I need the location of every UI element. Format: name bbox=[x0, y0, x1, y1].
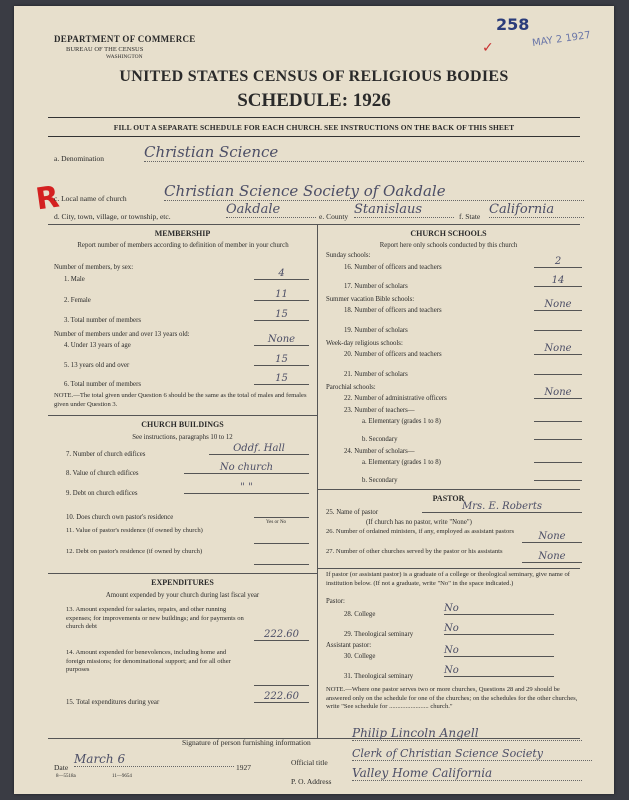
teachers-secondary-label: b. Secondary bbox=[362, 436, 398, 443]
owns-residence-label: 10. Does church own pastor's residence bbox=[66, 514, 174, 521]
residence-value-field[interactable] bbox=[254, 532, 309, 544]
assistant-seminary-field[interactable]: No bbox=[444, 665, 554, 677]
date-label: Date bbox=[54, 763, 69, 772]
scholars-elementary-field[interactable] bbox=[534, 451, 582, 463]
assistant-college-field[interactable]: No bbox=[444, 645, 554, 657]
benevolences-field[interactable] bbox=[254, 674, 309, 686]
total-expenditures-field[interactable]: 222.60 bbox=[254, 691, 309, 703]
members-by-sex-label: Number of members, by sex: bbox=[54, 264, 134, 271]
pastor-name-field[interactable]: Mrs. E. Roberts bbox=[422, 501, 582, 513]
edifice-debt-field[interactable]: " " bbox=[184, 482, 309, 494]
expenditures-intro: Amount expended by your church during last fiscal year bbox=[105, 592, 260, 599]
weekday-teachers-field[interactable]: None bbox=[534, 343, 582, 355]
female-label: 2. Female bbox=[64, 297, 91, 304]
red-check-mark: ✓ bbox=[482, 40, 494, 56]
summer-scholars-label: 19. Number of scholars bbox=[344, 327, 408, 334]
edifices-label: 7. Number of church edifices bbox=[66, 451, 146, 458]
members-by-age-label: Number of members under and over 13 years old: bbox=[54, 331, 190, 338]
residence-debt-label: 12. Debt on pastor's residence (if owned by church) bbox=[66, 548, 203, 555]
denomination-label: a. Denomination bbox=[54, 154, 104, 163]
assistant-seminary-label: 31. Theological seminary bbox=[344, 673, 414, 680]
expenditures-heading: EXPENDITURES bbox=[151, 578, 214, 587]
schools-heading: CHURCH SCHOOLS bbox=[410, 229, 487, 238]
parochial-officers-field[interactable]: None bbox=[534, 387, 582, 399]
scholars-secondary-label: b. Secondary bbox=[362, 477, 398, 484]
column-divider bbox=[317, 224, 318, 738]
sunday-teachers-field[interactable]: 2 bbox=[534, 256, 582, 268]
signature-field[interactable]: Philip Lincoln Angell bbox=[352, 726, 582, 741]
residence-value-label: 11. Value of pastor's residence (if owned by church) bbox=[66, 527, 203, 534]
state-field[interactable]: California bbox=[489, 202, 584, 218]
under-13-field[interactable]: None bbox=[254, 334, 309, 346]
female-field[interactable]: 11 bbox=[254, 289, 309, 301]
benevolences-label: 14. Amount expended for benevolences, including home and foreign missions; for denominational support; and for all other purposes bbox=[66, 649, 231, 673]
grid-rule-top bbox=[48, 224, 580, 225]
department-name: DEPARTMENT OF COMMERCE bbox=[54, 34, 196, 44]
parochial-teachers-label: 23. Number of teachers— bbox=[344, 407, 415, 414]
sunday-scholars-field[interactable]: 14 bbox=[534, 275, 582, 287]
form-number: 8—5518a bbox=[56, 774, 76, 779]
parochial-schools-label: Parochial schools: bbox=[326, 384, 376, 391]
edifice-debt-label: 9. Debt on church edifices bbox=[66, 490, 138, 497]
membership-rule bbox=[48, 415, 317, 416]
buildings-heading: CHURCH BUILDINGS bbox=[141, 420, 224, 429]
assistant-subheading: Assistant pastor: bbox=[326, 642, 372, 649]
weekday-scholars-label: 21. Number of scholars bbox=[344, 371, 408, 378]
pastor-college-field[interactable]: No bbox=[444, 603, 554, 615]
county-label: e. County bbox=[319, 212, 349, 221]
summer-teachers-field[interactable]: None bbox=[534, 299, 582, 311]
over-13-label: 5. 13 years old and over bbox=[64, 362, 130, 369]
edifices-field[interactable]: Oddf. Hall bbox=[209, 443, 309, 455]
city-field[interactable]: Oakdale bbox=[226, 202, 316, 218]
date-field[interactable]: March 6 bbox=[74, 752, 234, 767]
other-churches-label: 27. Number of other churches served by the pastor or his assistants bbox=[326, 548, 503, 555]
state-label: f. State bbox=[459, 212, 481, 221]
yes-no-hint: Yes or No bbox=[266, 520, 287, 525]
county-field[interactable]: Stanislaus bbox=[354, 202, 454, 218]
total-members-field[interactable]: 15 bbox=[254, 309, 309, 321]
assistant-pastors-field[interactable]: None bbox=[522, 531, 582, 543]
local-name-label: c. Local name of church bbox=[54, 194, 127, 203]
edifice-value-label: 8. Value of church edifices bbox=[66, 470, 139, 477]
membership-intro: Report number of members according to definition of member in your church bbox=[77, 242, 289, 249]
pastor-rule bbox=[317, 568, 580, 569]
weekday-teachers-label: 20. Number of officers and teachers bbox=[344, 351, 442, 358]
schools-rule bbox=[317, 489, 580, 490]
weekday-schools-label: Week-day religious schools: bbox=[326, 340, 403, 347]
pastor-heading: PASTOR bbox=[432, 494, 465, 503]
sunday-scholars-label: 17. Number of scholars bbox=[344, 283, 408, 290]
sunday-teachers-label: 16. Number of officers and teachers bbox=[344, 264, 442, 271]
over-13-field[interactable]: 15 bbox=[254, 354, 309, 366]
male-field[interactable]: 4 bbox=[254, 268, 309, 280]
received-date-stamp: MAY 2 1927 bbox=[531, 29, 592, 50]
graduate-intro: If pastor (or assistant pastor) is a graduate of a college or theological seminary, give name of institution below. (If not a graduate, write "No" in the space indicated.) bbox=[326, 571, 571, 587]
membership-heading: MEMBERSHIP bbox=[154, 229, 211, 238]
pastor-subheading: Pastor: bbox=[326, 598, 345, 605]
denomination-field[interactable]: Christian Science bbox=[144, 143, 584, 162]
residence-debt-field[interactable] bbox=[254, 553, 309, 565]
pastor-note: NOTE.—Where one pastor serves two or more churches, Questions 28 and 29 should be answered only on the schedule for one of the churches; on the schedules for the other churches, write "See schedule for ........................ church." bbox=[326, 686, 578, 710]
edifice-value-field[interactable]: No church bbox=[184, 462, 309, 474]
title-rule-bottom bbox=[48, 136, 580, 137]
schedule-number-stamp: 258 bbox=[496, 15, 530, 34]
city-label: d. City, town, village, or township, etc. bbox=[54, 212, 171, 221]
summer-teachers-label: 18. Number of officers and teachers bbox=[344, 307, 442, 314]
red-r-mark: R bbox=[33, 179, 62, 218]
print-number: 11—9654 bbox=[112, 774, 132, 779]
bureau-name: BUREAU OF THE CENSUS bbox=[66, 46, 144, 53]
title-rule-top bbox=[48, 117, 580, 118]
pastor-seminary-field[interactable]: No bbox=[444, 623, 554, 635]
year-label: 1927 bbox=[236, 763, 251, 772]
form-title: UNITED STATES CENSUS OF RELIGIOUS BODIES bbox=[119, 68, 509, 85]
total-by-age-field[interactable]: 15 bbox=[254, 373, 309, 385]
official-title-field[interactable]: Clerk of Christian Science Society bbox=[352, 747, 592, 761]
teachers-secondary-field[interactable] bbox=[534, 428, 582, 440]
summer-schools-label: Summer vacation Bible schools: bbox=[326, 296, 415, 303]
weekday-scholars-field[interactable] bbox=[534, 363, 582, 375]
local-name-field[interactable]: Christian Science Society of Oakdale bbox=[164, 182, 584, 201]
assistant-college-label: 30. College bbox=[344, 653, 376, 660]
sunday-schools-label: Sunday schools: bbox=[326, 252, 371, 259]
official-title-label: Official title bbox=[291, 758, 328, 767]
buildings-intro: See instructions, paragraphs 10 to 12 bbox=[132, 434, 233, 441]
parochial-scholars-label: 24. Number of scholars— bbox=[344, 448, 415, 455]
parochial-officers-label: 22. Number of administrative officers bbox=[344, 395, 447, 402]
teachers-elementary-field[interactable] bbox=[534, 410, 582, 422]
assistant-pastors-label: 26. Number of ordained ministers, if any, employed as assistant pastors bbox=[326, 528, 515, 535]
membership-note: NOTE.—The total given under Question 6 should be the same as the total of males and females given under Question 3. bbox=[54, 392, 307, 408]
buildings-rule bbox=[48, 573, 317, 574]
form-subtitle: SCHEDULE: 1926 bbox=[237, 90, 391, 111]
schools-intro: Report here only schools conducted by this church bbox=[379, 242, 518, 249]
pastor-name-hint: (If church has no pastor, write "None") bbox=[366, 519, 472, 526]
city-name: WASHINGTON bbox=[106, 54, 143, 60]
address-label: P. O. Address bbox=[291, 777, 332, 786]
signature-label: Signature of person furnishing information bbox=[182, 738, 311, 747]
other-churches-field[interactable]: None bbox=[522, 551, 582, 563]
instruction-line: FILL OUT A SEPARATE SCHEDULE FOR EACH CHURCH. SEE INSTRUCTIONS ON THE BACK OF THIS SHEET bbox=[113, 123, 515, 132]
census-schedule-sheet bbox=[14, 6, 614, 794]
total-by-age-label: 6. Total number of members bbox=[64, 381, 141, 388]
teachers-elementary-label: a. Elementary (grades 1 to 8) bbox=[362, 418, 441, 425]
total-members-label: 3. Total number of members bbox=[64, 317, 141, 324]
address-field[interactable]: Valley Home California bbox=[352, 766, 582, 781]
pastor-name-label: 25. Name of pastor bbox=[326, 509, 379, 516]
total-expenditures-label: 15. Total expenditures during year bbox=[66, 699, 160, 706]
scholars-secondary-field[interactable] bbox=[534, 469, 582, 481]
running-expenses-field[interactable]: 222.60 bbox=[254, 629, 309, 641]
pastor-seminary-label: 29. Theological seminary bbox=[344, 631, 414, 638]
pastor-college-label: 28. College bbox=[344, 611, 376, 618]
under-13-label: 4. Under 13 years of age bbox=[64, 342, 131, 349]
male-label: 1. Male bbox=[64, 276, 85, 283]
running-expenses-label: 13. Amount expended for salaries, repairs, and other running expenses; for improvements or new buildings; and for payments on church debt bbox=[66, 606, 244, 630]
summer-scholars-field[interactable] bbox=[534, 319, 582, 331]
owns-residence-field[interactable] bbox=[254, 506, 309, 518]
scholars-elementary-label: a. Elementary (grades 1 to 8) bbox=[362, 459, 441, 466]
